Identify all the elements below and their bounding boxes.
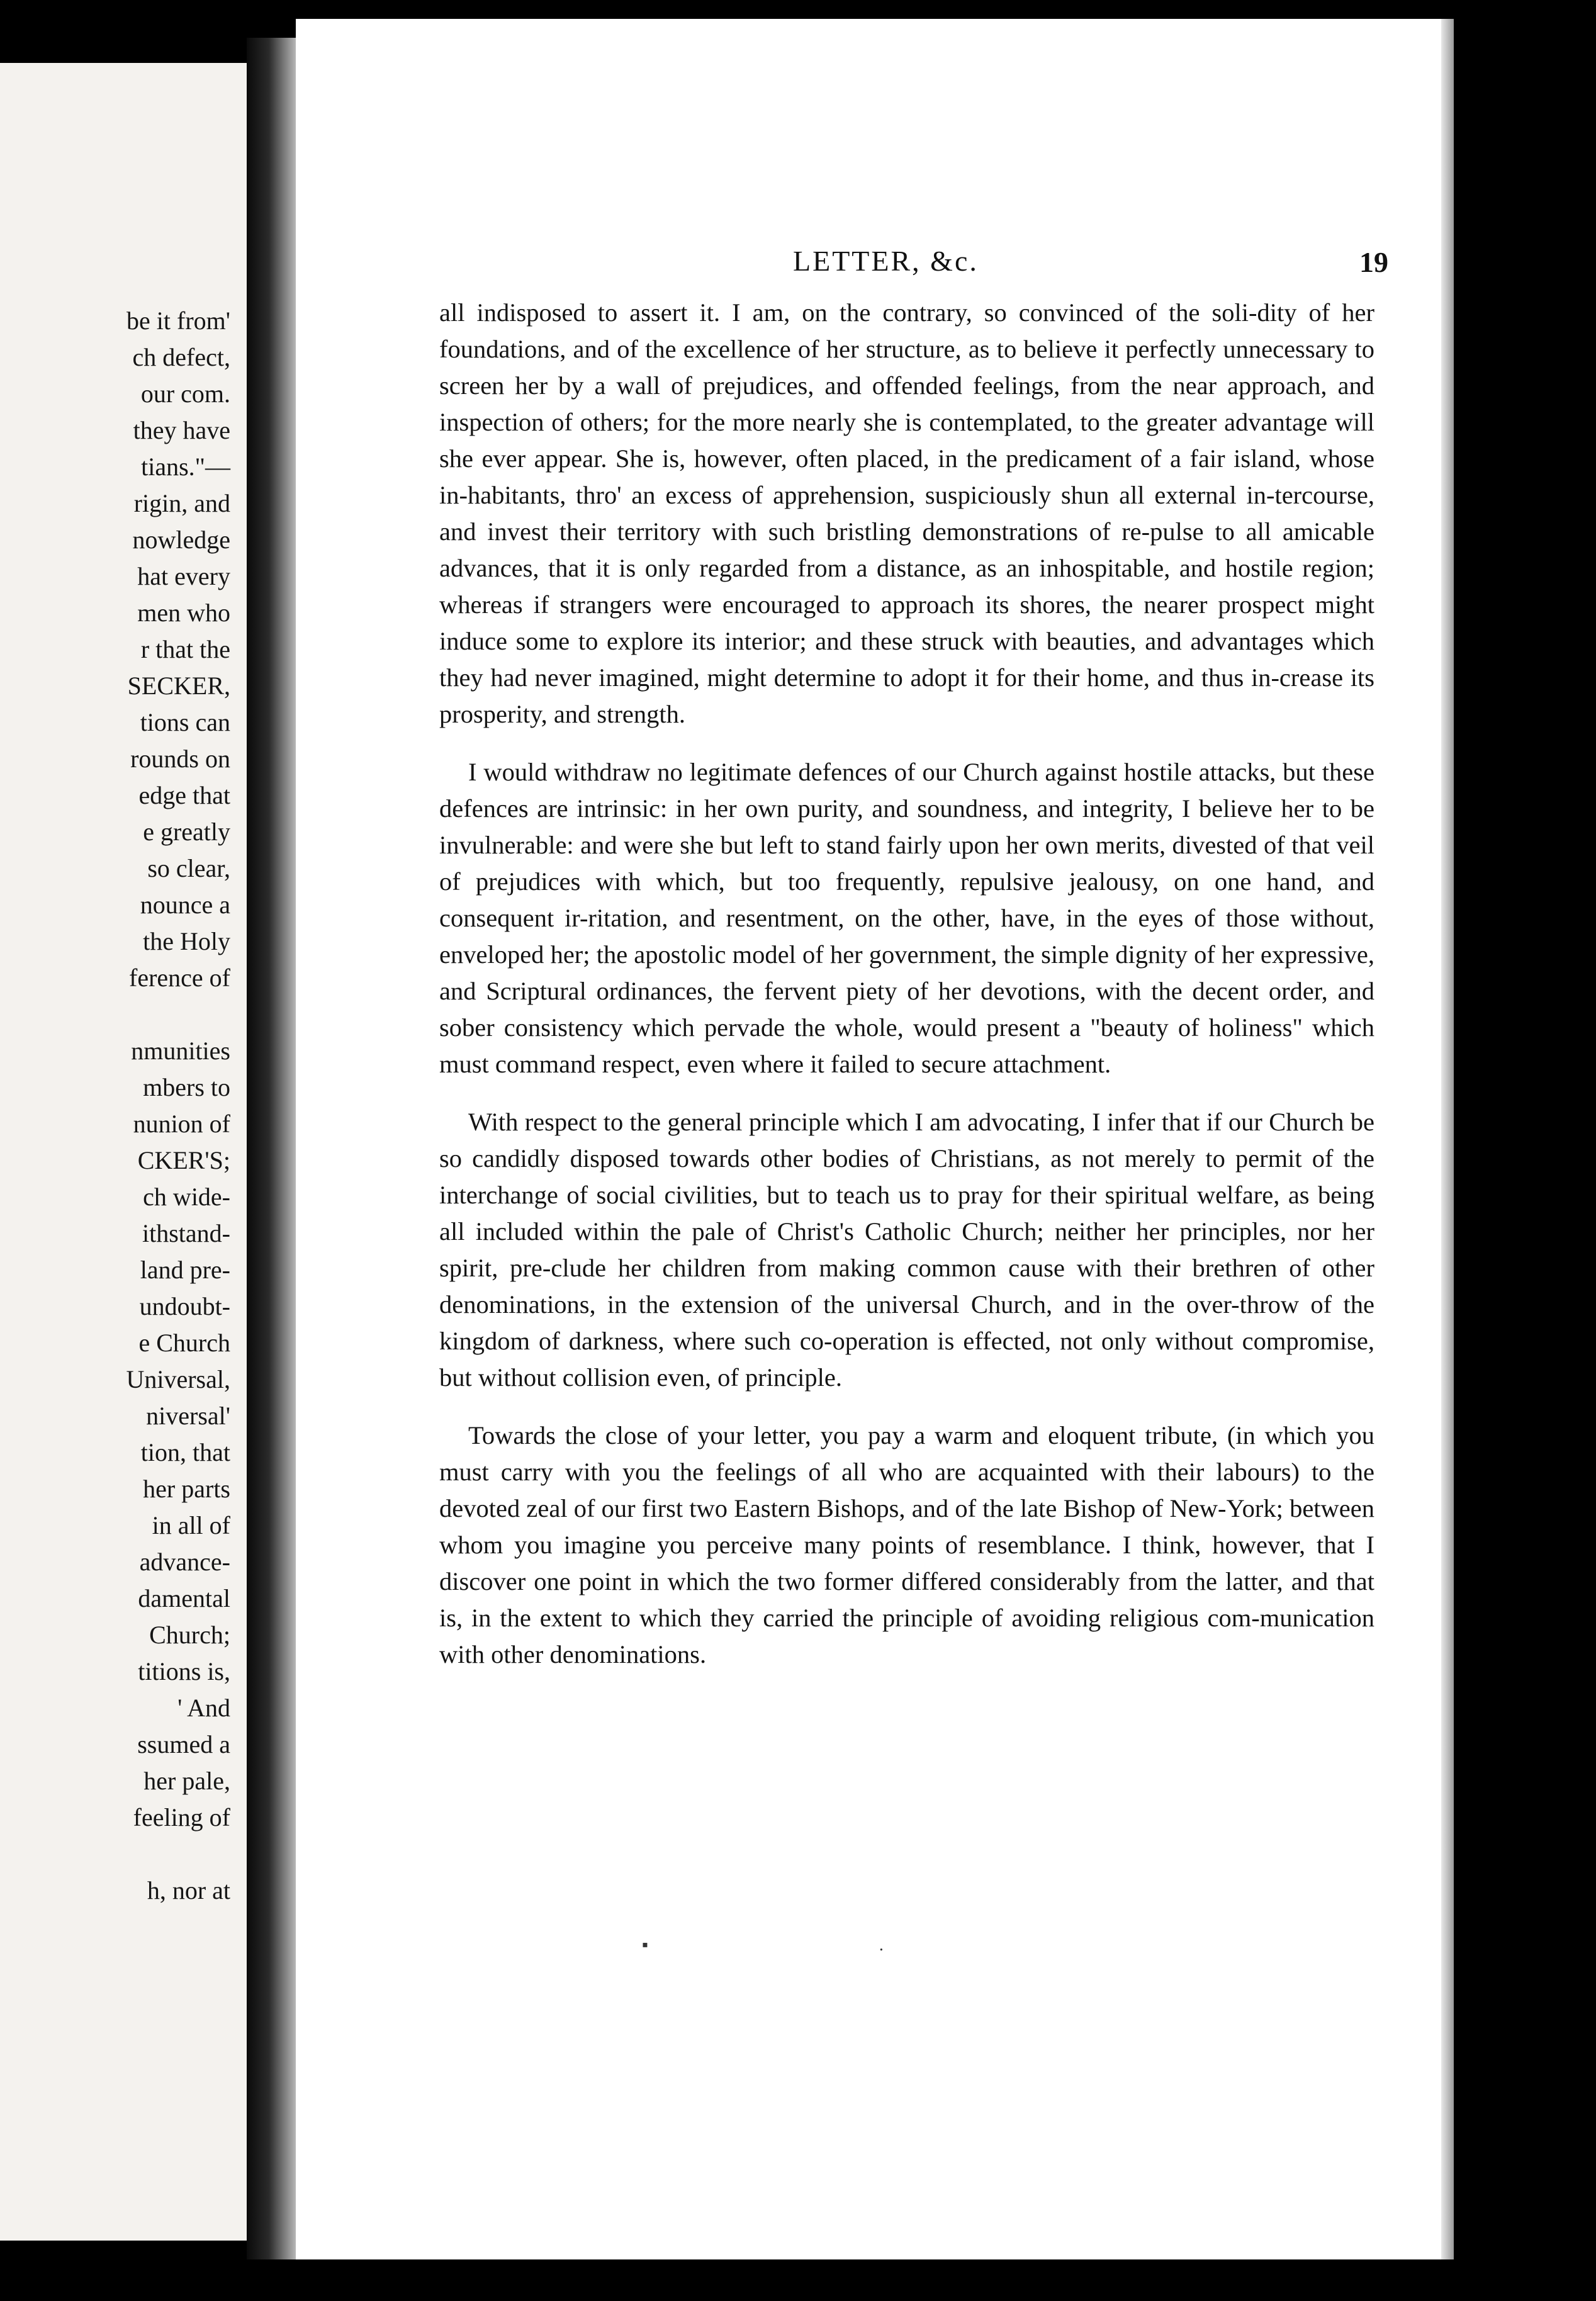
left-page-line: nounce a xyxy=(140,891,230,919)
left-page-line: ssumed a xyxy=(137,1730,230,1758)
left-page-line: h, nor at xyxy=(147,1876,230,1904)
left-page-line: advance- xyxy=(139,1548,230,1576)
left-page-line: titions is, xyxy=(138,1657,230,1685)
paragraph: Towards the close of your letter, you pay a warm and eloquent tribute, (in which you must carry with you the feelings of all who are acquainted with their labours) to the devoted zeal of our first two Eastern Bishops, and of the late Bishop of New-York; between whom you imagine you perceive many points of resemblance. I think, however, that I discover one point in which the two former differed considerably from the latter, and that is, in the extent to which they carried the principle of avoiding religious com-munication with other denominations. xyxy=(439,1421,1374,1668)
left-page-line: rounds on xyxy=(130,745,230,773)
left-page-line: our com. xyxy=(140,380,230,408)
left-page-line: be it from' xyxy=(126,307,230,335)
left-page-fragment xyxy=(0,63,247,2241)
left-page-line: ithstand- xyxy=(142,1219,230,1247)
page-number: 19 xyxy=(1359,246,1388,278)
left-page-line: rigin, and xyxy=(133,489,230,517)
left-page-line: nmunities xyxy=(131,1037,230,1065)
left-page-line: hat every xyxy=(137,562,230,590)
left-page-line: Universal, xyxy=(126,1365,230,1393)
left-page-line: r that the xyxy=(140,635,230,663)
left-page-line: SECKER, xyxy=(127,672,230,700)
left-page-line: nunion of xyxy=(133,1110,230,1138)
left-page-line: tions can xyxy=(140,708,230,736)
left-page-line: damental xyxy=(138,1584,230,1612)
left-page-line: so clear, xyxy=(147,854,230,882)
left-page-line: Church; xyxy=(149,1621,230,1649)
paragraph: With respect to the general principle which I am advocating, I infer that if our Church be so candidly disposed towards other bodies of Christians, as not merely to permit of the interchange of social civilities, but to teach us to pray for their spiritual welfare, as being all included within the pale of Christ's Catholic Church; neither her principles, nor her spirit, pre-clude her children from making common cause with their brethren of other denominations, in the extension of the universal Church, and in the over-throw of the kingdom of darkness, where such co-operation is effected, not only without compromise, but without collision even, of principle. xyxy=(439,1108,1374,1392)
left-page-line: in all of xyxy=(152,1511,230,1539)
body-text xyxy=(439,295,1374,1673)
left-page-line: e Church xyxy=(138,1329,230,1357)
left-page-line: edge that xyxy=(138,781,230,809)
left-page-line: undoubt- xyxy=(139,1292,230,1320)
left-page-line: e greatly xyxy=(143,818,230,846)
left-page-line: niversal' xyxy=(146,1402,230,1430)
left-page-line: the Holy xyxy=(143,927,230,955)
left-page-line: they have xyxy=(133,416,230,444)
left-page-line: feeling of xyxy=(133,1803,230,1831)
left-page-line: land pre- xyxy=(140,1256,230,1284)
right-page-edge xyxy=(1441,19,1454,2259)
left-page-line: CKER'S; xyxy=(137,1146,230,1174)
footer-marks: ▪ . xyxy=(642,1935,997,1955)
left-page-line: her pale, xyxy=(143,1767,230,1795)
left-page-line: mbers to xyxy=(143,1073,230,1101)
paragraph: all indisposed to assert it. I am, on the contrary, so convinced of the soli-dity of her foundations, and of the excellence of her structure, as to believe it perfectly unnecessary to screen her by a wall of prejudices, and offended feelings, from the near approach, and inspection of others; for the more nearly she is contemplated, to the greater advantage will she ever appear. She is, however, often placed, in the predicament of a fair island, whose in-habitants, thro' an excess of apprehension, suspiciously shun all external in-tercourse, and invest their territory with such bristling demonstrations of re-pulse to all amicable advances, that it is only regarded from a distance, as an inhospitable, and hostile region; whereas if strangers were encouraged to approach its shores, the nearer prospect might induce some to explore its interior; and these struck with beauties, and advantages which they had never imagined, might determine to adopt it for their home, and thus in-crease its prosperity, and strength. xyxy=(439,298,1374,728)
left-page-line: tians."— xyxy=(141,453,230,481)
left-page-line: ch defect, xyxy=(132,343,230,371)
left-page-line: tion, that xyxy=(140,1438,230,1466)
left-page-line: ' And xyxy=(177,1694,230,1722)
paragraph: I would withdraw no legitimate defences of our Church against hostile attacks, but these defences are intrinsic: in her own purity, and soundness, and integrity, I believe her to be invulnerable: and were she but left to stand fairly upon her own merits, divested of that veil of prejudices with which, but too frequently, repulsive jealousy, on one hand, and consequent ir-ritation, and resentment, on the other, have, in the eyes of those without, enveloped her; the apostolic model of her government, the simple dignity of her expressive, and Scriptural ordinances, the fervent piety of her devotions, with the decent order, and sober consistency which pervade the whole, would present a "beauty of holiness" which must command respect, even where it failed to secure attachment. xyxy=(439,758,1374,1078)
left-page-line: ch wide- xyxy=(143,1183,230,1211)
left-page-line: nowledge xyxy=(132,526,230,554)
left-page-line: men who xyxy=(137,599,230,627)
left-page-line: ference of xyxy=(129,964,230,992)
left-page-line: her parts xyxy=(143,1475,230,1503)
running-header: LETTER, &c. xyxy=(793,245,979,277)
